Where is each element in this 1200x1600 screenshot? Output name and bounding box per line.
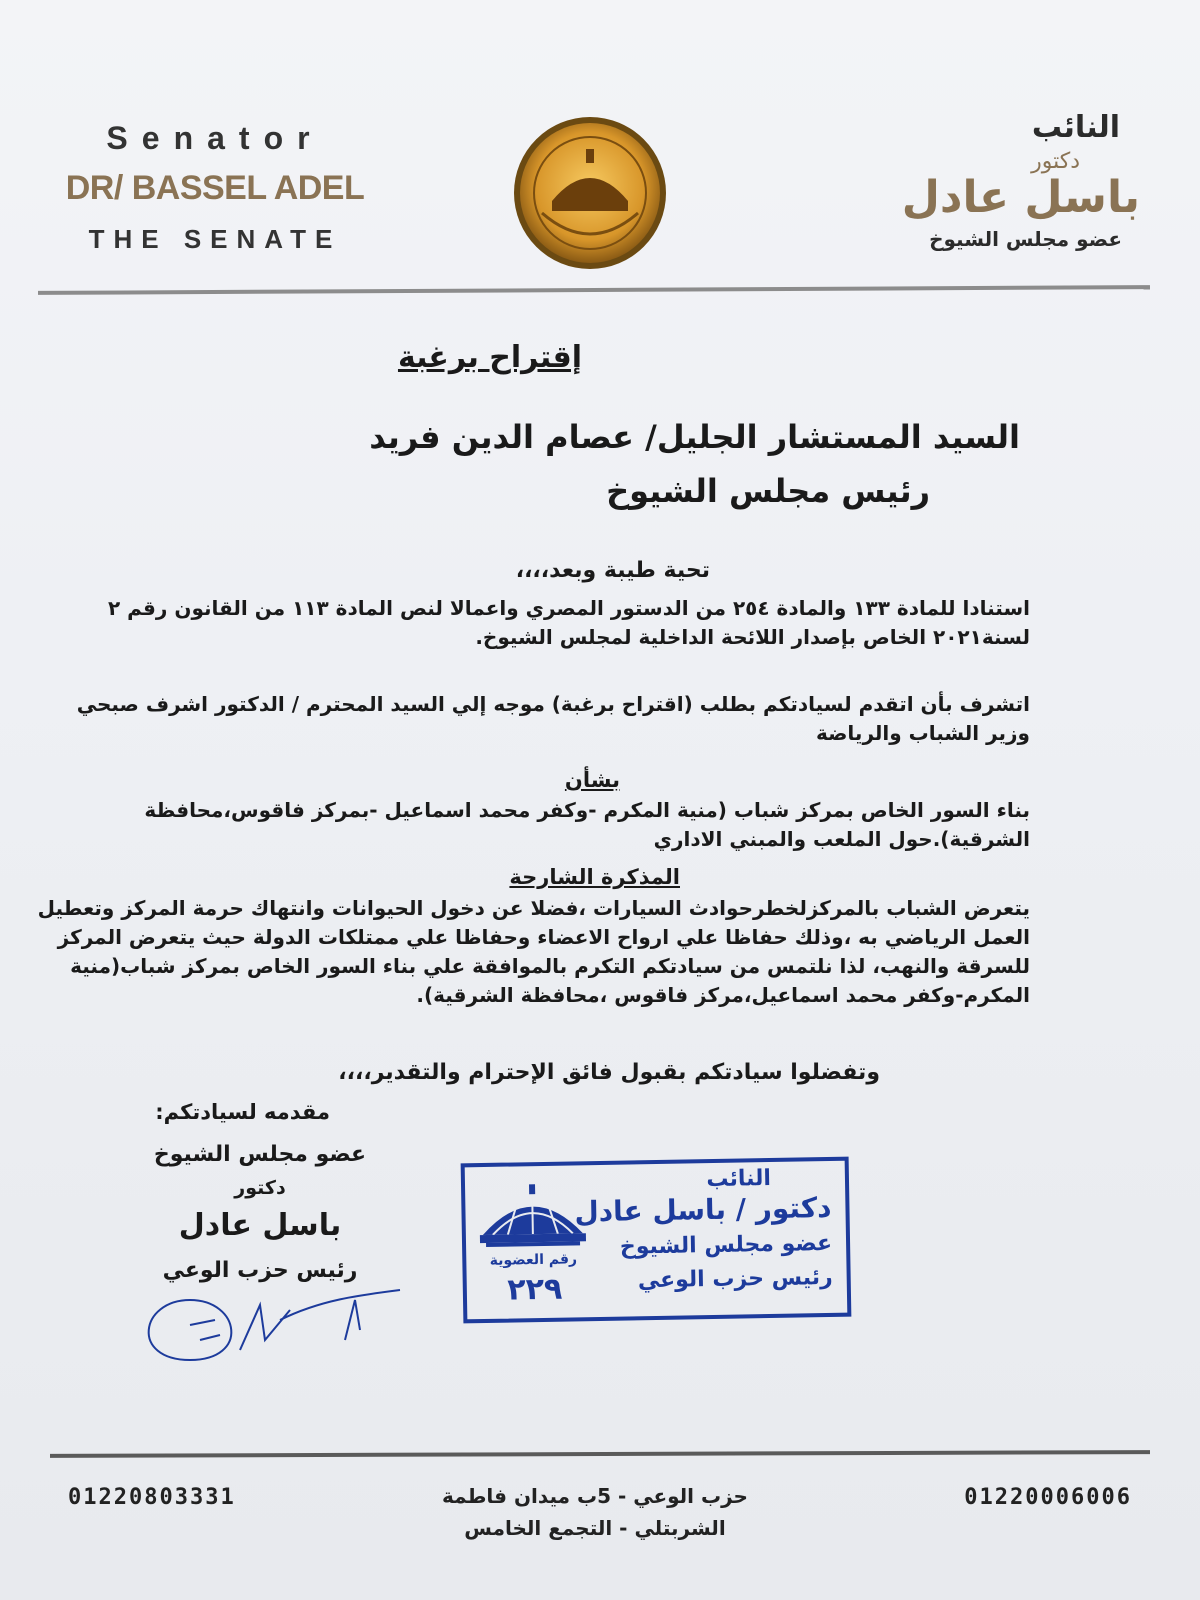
handwritten-signature (130, 1280, 430, 1380)
header-divider (38, 285, 1150, 295)
paragraph-memo: يتعرض الشباب بالمركزلخطرحوادث السيارات ،فضلا عن دخول الحيوانات وانتهاك حرمة المركز وتعطيل العمل الرياضي به ،وذلك حفاظا علي ارواح الاعضاء وحفاظا علي ممتلكات الدولة حيث يتعرض المركز للسرقة والنهب، لذا نلتمس من سيادتكم التكرم بالموافقة علي بناء السور الخاص بمركز شباب(منية المكرم-وكفر محمد اسماعيل،مركز فاقوس ،محافظة الشرقية). (37, 896, 1030, 1007)
letterhead-name-ar: باسل عادل (901, 172, 1140, 223)
stamp-name: دكتور / باسل عادل (574, 1190, 832, 1229)
paragraph-legal-basis: استنادا للمادة ١٣٣ والمادة ٢٥٤ من الدستور المصري واعمالا لنص المادة ١١٣ من القانون رقم ٢ لسنة٢٠٢١ الخاص بإصدار اللائحة الداخلية لمجلس الشيوخ. (107, 596, 1030, 649)
subject-label: بشأن (564, 768, 620, 792)
footer-phone-left: 01220803331 (68, 1485, 236, 1510)
stamp-member: عضو مجلس الشيوخ (619, 1230, 833, 1260)
paragraph-request: اتشرف بأن اتقدم لسيادتكم بطلب (اقتراح برغبة) موجه إلي السيد المحترم / الدكتور اشرف صبحي وزير الشباب والرياضة (76, 692, 1030, 745)
stamp-naib: النائب (706, 1165, 772, 1193)
paragraph-subject: بناء السور الخاص بمركز شباب (منية المكرم -وكفر محمد اسماعيل -بمركز فاقوس،محافظة الشرقية).حول الملعب والمبني الاداري (144, 798, 1030, 851)
document-title: إقتراح برغبة (397, 340, 583, 375)
official-stamp (461, 1157, 852, 1324)
stamp-party: رئيس حزب الوعي (637, 1264, 833, 1294)
signature-party: رئيس حزب الوعي (162, 1258, 358, 1283)
letterhead-naib: النائب (1031, 110, 1120, 145)
greeting: تحية طيبة وبعد،،،، (515, 558, 710, 583)
letterhead-arabic (840, 110, 1140, 251)
signature-member: عضو مجلس الشيوخ (153, 1142, 367, 1167)
letterhead-senator: Senator (106, 120, 324, 156)
dome-icon (477, 1183, 588, 1249)
signature-doctor: دكتور (234, 1177, 286, 1199)
closing-line: وتفضلوا سيادتكم بقبول فائق الإحترام والتقدير،،،، (338, 1060, 880, 1085)
letterhead-name-en: DR/ BASSEL ADEL (65, 169, 365, 207)
footer-address-line-1: حزب الوعي - 5ب ميدان فاطمة (442, 1484, 748, 1508)
addressee-line-1: السيد المستشار الجليل/ عصام الدين فريد (369, 418, 1020, 456)
addressee-line-2: رئيس مجلس الشيوخ (606, 472, 930, 510)
letterhead-member: عضو مجلس الشيوخ (929, 227, 1122, 251)
footer-phone-right: 01220006006 (964, 1485, 1132, 1510)
letterhead-senate: THE SENATE (88, 224, 342, 254)
memo-label: المذكرة الشارحة (509, 865, 680, 889)
senate-seal-logo (512, 115, 668, 271)
stamp-reg-number: ٢٢٩ (507, 1271, 563, 1308)
signature-submitted-to: مقدمه لسيادتكم: (155, 1100, 330, 1124)
letterhead-english (40, 120, 390, 255)
footer-address-line-2: الشربتلي - التجمع الخامس (464, 1516, 726, 1540)
letterhead-doctor: دكتور (1031, 149, 1080, 174)
signature-name: باسل عادل (178, 1208, 342, 1243)
stamp-reg-label: رقم العضوية (489, 1251, 578, 1269)
footer-divider (50, 1450, 1150, 1458)
